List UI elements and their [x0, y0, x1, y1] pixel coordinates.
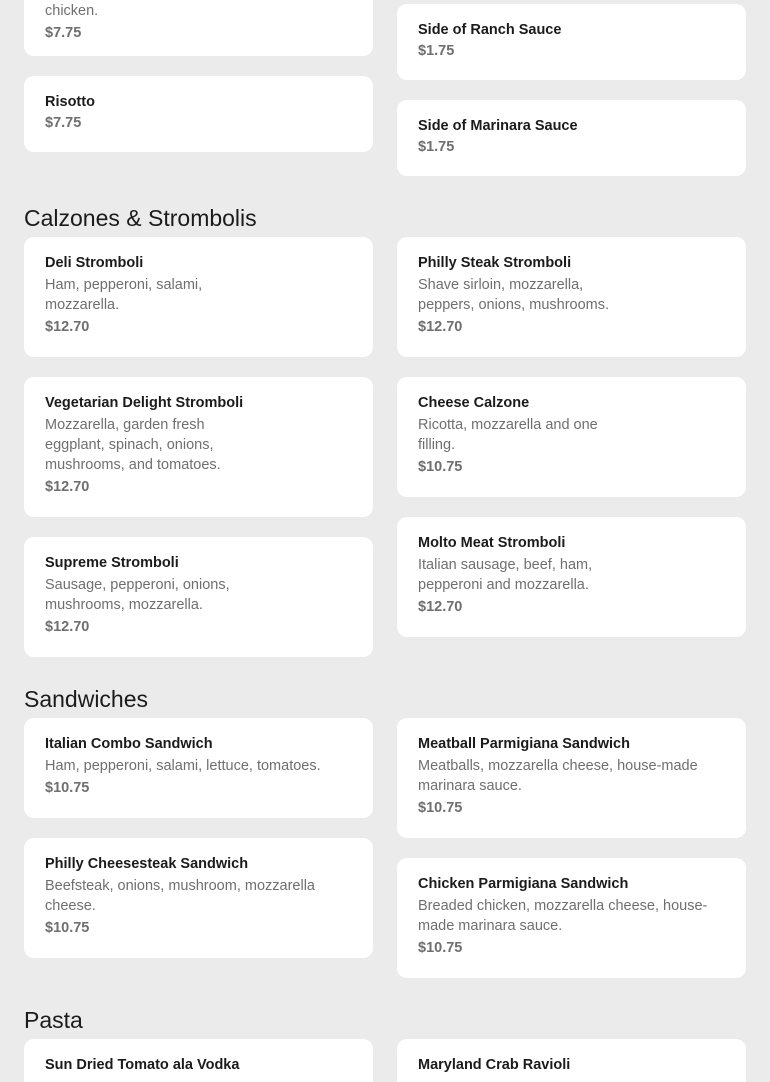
item-price: $1.75	[418, 139, 455, 155]
item-price: $12.70	[418, 599, 463, 615]
item-name: Side of Marinara Sauce	[418, 118, 578, 134]
menu-item-card[interactable]	[397, 4, 746, 80]
item-description: Ham, pepperoni, salami, mozzarella.	[45, 277, 203, 313]
item-name: Supreme Stromboli	[45, 555, 179, 571]
item-description: Mozzarella, garden fresh eggplant, spinach, onions, mushrooms, and tomatoes.	[45, 417, 221, 473]
menu-item-card[interactable]	[397, 517, 746, 637]
item-price: $7.75	[45, 115, 82, 131]
item-name: Cheese Calzone	[418, 395, 530, 411]
item-description: Ham, pepperoni, salami, lettuce, tomatoes.	[45, 758, 321, 774]
menu-item-card[interactable]	[24, 537, 373, 657]
item-description: Shave sirloin, mozzarella, peppers, onions, mushrooms.	[418, 277, 610, 313]
menu-item-card[interactable]	[397, 237, 746, 357]
item-description: Meatballs, mozzarella cheese, house-made marinara sauce.	[418, 758, 698, 794]
menu-item-card[interactable]	[397, 377, 746, 497]
section-title: Pasta	[24, 1007, 83, 1033]
item-price: $12.70	[45, 479, 90, 495]
item-price: $10.75	[45, 780, 90, 796]
menu-item-card[interactable]	[397, 718, 746, 838]
item-description: Sausage, pepperoni, onions, mushrooms, mozzarella.	[45, 577, 230, 613]
menu-item-card[interactable]	[24, 76, 373, 152]
item-name: Philly Cheesesteak Sandwich	[45, 856, 249, 872]
item-description: Ricotta, mozzarella and one filling.	[418, 417, 598, 453]
menu-item-card[interactable]	[24, 237, 373, 357]
item-price: $12.70	[45, 619, 90, 635]
item-name: Sun Dried Tomato ala Vodka	[45, 1057, 240, 1073]
item-price: $7.75	[45, 25, 82, 41]
menu-item-card[interactable]	[24, 1039, 373, 1082]
item-name: Molto Meat Stromboli	[418, 535, 566, 551]
section-title: Sandwiches	[24, 686, 149, 712]
item-name: Italian Combo Sandwich	[45, 736, 213, 752]
item-price: $10.75	[418, 459, 463, 475]
item-name: Meatball Parmigiana Sandwich	[418, 736, 630, 752]
item-name: Maryland Crab Ravioli	[418, 1057, 571, 1073]
item-name: Deli Stromboli	[45, 255, 144, 271]
menu-item-card[interactable]	[24, 377, 373, 517]
menu-item-card[interactable]	[397, 858, 746, 978]
item-price: $10.75	[418, 940, 463, 956]
menu-item-card[interactable]	[397, 100, 746, 176]
item-name: Philly Steak Stromboli	[418, 255, 572, 271]
menu-item-card[interactable]	[24, 718, 373, 818]
item-name: Side of Ranch Sauce	[418, 22, 562, 38]
item-price: $12.70	[418, 319, 463, 335]
item-price: $12.70	[45, 319, 90, 335]
item-description: Breaded chicken, mozzarella cheese, house-made marinara sauce.	[418, 898, 708, 934]
item-price: $10.75	[418, 800, 463, 816]
menu-item-card[interactable]	[24, 838, 373, 958]
item-name: Chicken Parmigiana Sandwich	[418, 876, 629, 892]
item-description: chicken.	[45, 3, 99, 19]
item-name: Risotto	[45, 94, 95, 110]
section-title: Calzones & Strombolis	[24, 205, 257, 231]
item-name: Vegetarian Delight Stromboli	[45, 395, 244, 411]
item-description: Italian sausage, beef, ham, pepperoni and mozzarella.	[418, 557, 593, 593]
item-price: $1.75	[418, 43, 455, 59]
menu-item-card[interactable]	[24, 0, 373, 56]
item-description: Beefsteak, onions, mushroom, mozzarella cheese.	[45, 878, 315, 914]
item-price: $10.75	[45, 920, 90, 936]
menu-item-card[interactable]	[397, 1039, 746, 1082]
